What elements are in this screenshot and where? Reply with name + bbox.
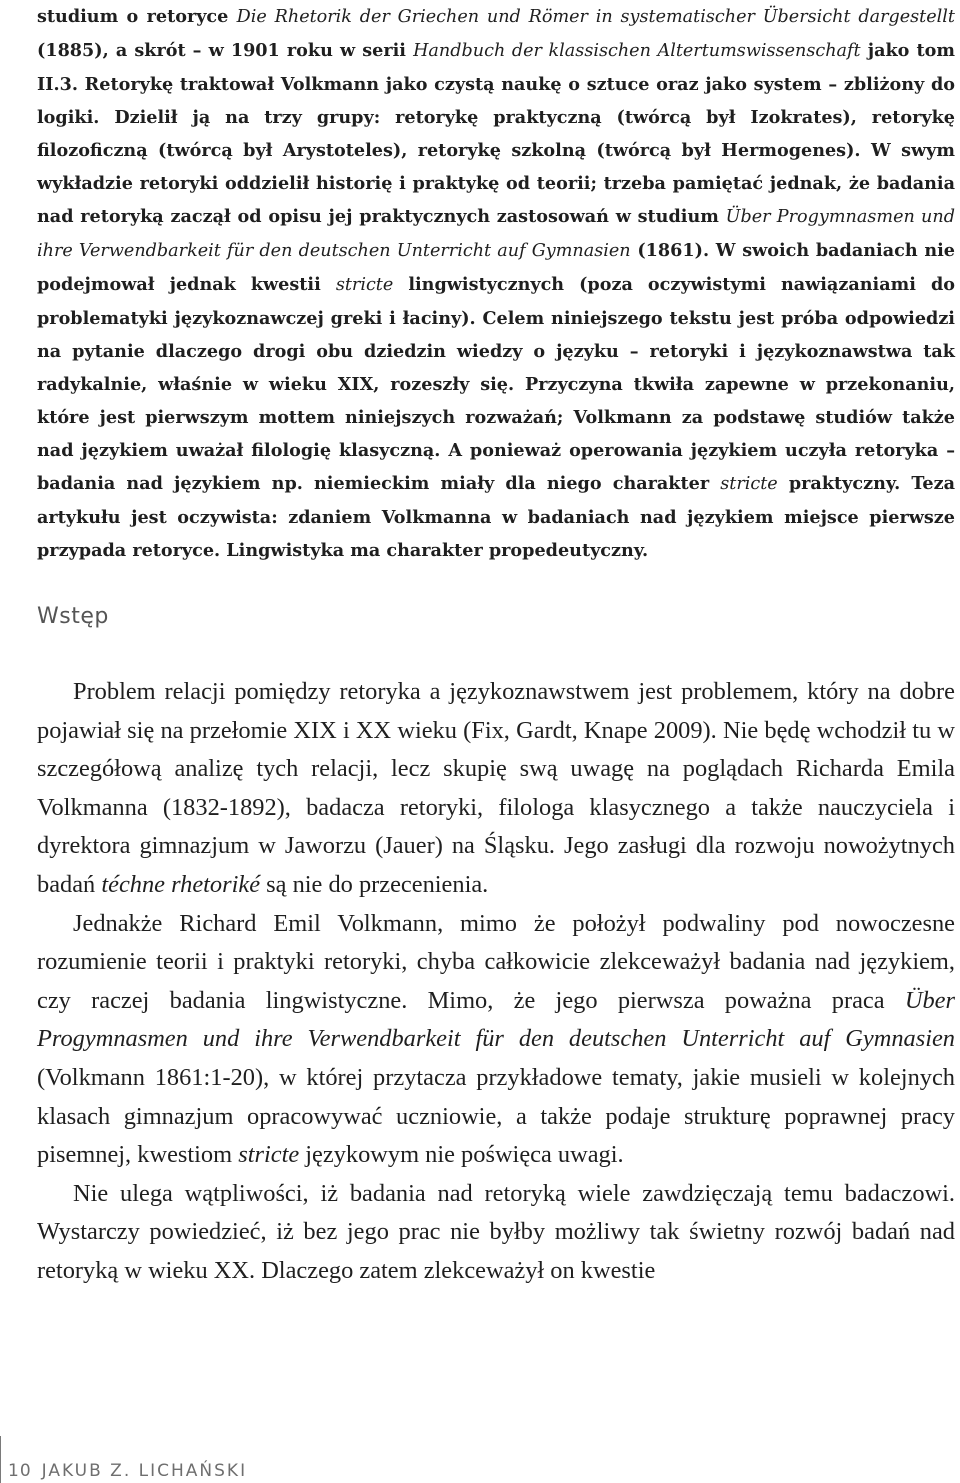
italic-text-segment: Über Progymnasmen und ihre Verwendbarkeit für den deutschen Unterricht auf Gymnasien — [37, 986, 955, 1053]
text-segment: studium o retoryce — [37, 6, 237, 27]
body-paragraph — [37, 673, 955, 905]
text-segment: lingwistycznych (poza oczywistymi nawiązaniami do problematyki językoznawczej greki i łaciny). Celem niniejszego tekstu jest próba odpowiedzi na pytanie dlaczego drogi obu dziedzin wiedzy o języku – retoryki i językoznawstwa tak radykalnie, właśnie w wieku XIX, rozeszły się. Przyczyna tkwiła zapewne w przekonaniu, które jest pierwszym mottem niniejszych rozważań; Volkmann za podstawę studiów także nad językiem uważał filologię klasyczną. A ponieważ operowania językiem uczyła retoryka – badania nad językiem np. niemieckim miały dla niego charakter — [37, 274, 955, 494]
text-segment: (Volkmann 1861:1-20), w której przytacza przykładowe tematy, jakie musieli w kolejnych klasach gimnazjum opracowywać uczniowie, a także podaje strukturę poprawnej pracy pisemnej, kwestiom — [37, 1063, 955, 1169]
text-segment: Problem relacji pomiędzy retoryka a językoznawstwem jest problemem, który na dobre pojawiał się na przełomie XIX i XX wieku (Fix, Gardt, Knape 2009). Nie będę wchodził tu w szczegółową analizę tych relacji, lecz skupię swą uwagę na poglądach Richarda Emila Volkmanna (1832-1892), badacza retoryki, filologa klasycznego a także nauczyciela i dyrektora gimnazjum w Jaworzu (Jauer) na Śląsku. Jego zasługi dla rozwoju nowożytnych badań — [37, 678, 955, 898]
text-segment: (1885), a skrót – w 1901 roku w serii — [37, 40, 414, 61]
text-segment: jako tom II.3. Retorykę traktował Volkmann jako czystą naukę o sztuce oraz jako system – zbliżony do logiki. Dzielił ją na trzy grupy: retorykę praktyczną (twórcą był Izokrates), retorykę filozoficzną (twórcą był Arystoteles), retorykę szkolną (twórcą był Hermogenes). W swym wykładzie retoryki oddzielił historię i praktykę od teorii; trzeba pamiętać jednak, że badania nad retoryką zaczął od opisu jej praktycznych zastosowań w studium — [37, 40, 955, 227]
page-footer — [8, 1461, 247, 1481]
text-segment: Nie ulega wątpliwości, iż badania nad retoryką wiele zawdzięczają temu badaczowi. Wystarczy powiedzieć, iż bez jego prac nie byłby możliwy tak świetny rozwój badań nad retoryką w wieku XX. Dlaczego zatem zlekceważył on kwestie — [37, 1179, 955, 1284]
text-segment: (1861). W swoich badaniach nie podejmował jednak kwestii — [37, 240, 955, 295]
italic-text-segment: stricte — [720, 474, 778, 494]
text-segment: Jednakże Richard Emil Volkmann, mimo że położył podwaliny pod nowoczesne rozumienie teorii i praktyki retoryki, chyba całkowicie zlekceważył badania nad językiem, czy raczej badania lingwistyczne. Mimo, że jego pierwsza poważna praca — [37, 909, 955, 1014]
running-author: JAKUB Z. LICHAŃSKI — [41, 1461, 248, 1481]
text-segment: językowym nie poświęca uwagi. — [299, 1141, 624, 1169]
text-segment: są nie do przecenienia. — [260, 870, 489, 898]
footer-rule — [0, 1436, 1, 1483]
body-text — [37, 673, 955, 1291]
body-paragraph — [37, 905, 955, 1175]
page-number: 10 — [8, 1461, 32, 1481]
italic-text-segment: Handbuch der klassischen Altertumswissenschaft — [413, 41, 861, 61]
italic-text-segment: Die Rhetorik der Griechen und Römer in systematischer Übersicht dargestellt — [236, 7, 955, 27]
body-paragraph — [37, 1175, 955, 1291]
italic-text-segment: Über Progymnasmen und ihre Verwendbarkeit für den deutschen Unterricht auf Gymnasien — [37, 207, 955, 261]
italic-text-segment: téchne rhetoriké — [101, 870, 261, 898]
text-segment: praktyczny. Teza artykułu jest oczywista: zdaniem Volkmanna w badaniach nad językiem miejsce pierwsze przypada retoryce. Lingwistyka ma charakter propedeutyczny. — [37, 473, 955, 561]
abstract-paragraph — [37, 0, 955, 567]
italic-text-segment: stricte — [238, 1141, 300, 1169]
italic-text-segment: stricte — [335, 275, 394, 295]
section-heading: Wstęp — [37, 604, 109, 629]
